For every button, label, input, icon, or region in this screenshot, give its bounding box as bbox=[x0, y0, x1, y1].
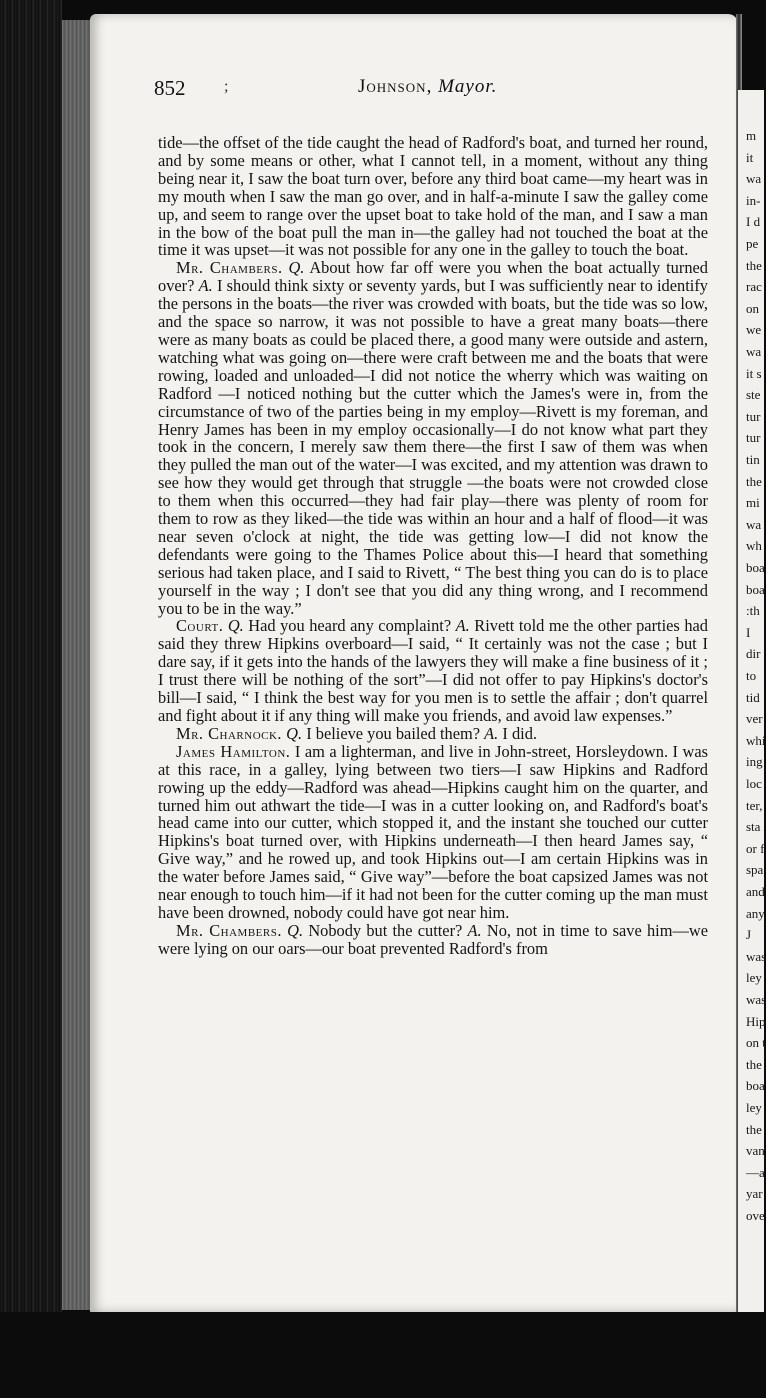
facing-page-fragment: tur bbox=[746, 430, 761, 446]
question-text: Had you heard any complaint? bbox=[248, 616, 452, 636]
facing-page-fragment: boa bbox=[746, 560, 765, 575]
paragraph bbox=[158, 743, 708, 922]
book-spine bbox=[0, 0, 62, 1398]
facing-page-fragment: wh bbox=[746, 538, 762, 554]
facing-page-fragment: was bbox=[746, 992, 766, 1007]
facing-page-fragment: spa bbox=[746, 862, 764, 878]
facing-page-fragment: —a bbox=[746, 1164, 765, 1180]
facing-page-fragment: was bbox=[746, 948, 766, 964]
facing-page-fragment: the bbox=[746, 1121, 762, 1137]
facing-page-fragment: on bbox=[746, 300, 759, 316]
facing-page-fragment: or f bbox=[746, 840, 765, 856]
page-edges bbox=[62, 20, 92, 1310]
book-page bbox=[90, 14, 738, 1312]
page-mark: ; bbox=[224, 78, 229, 95]
facing-page-fragment: wa bbox=[746, 516, 762, 532]
facing-page-fragment: tid bbox=[746, 689, 760, 705]
page-number: 852 bbox=[154, 76, 186, 100]
scan-border bbox=[0, 1312, 764, 1398]
facing-page-fragment: to bbox=[746, 668, 757, 683]
facing-page-fragment: van bbox=[746, 1143, 765, 1159]
running-title-office: Mayor. bbox=[438, 76, 498, 97]
paragraph-text: No, not in time to save him—we were lying on our oars—our boat prevented Radford's from bbox=[158, 920, 708, 958]
facing-page-fragment: tur bbox=[746, 408, 761, 424]
facing-page-fragment: ing bbox=[746, 754, 763, 770]
facing-page-fragment: I bbox=[746, 624, 751, 640]
facing-page-fragment: pe bbox=[746, 236, 759, 251]
facing-page-fragment: wa bbox=[746, 344, 762, 359]
question-label: Q. bbox=[288, 258, 305, 278]
question-text: About how far off were you when the boat actually turned over? bbox=[158, 258, 708, 296]
facing-page-fragment: m bbox=[746, 128, 757, 143]
facing-page-fragment: Hip bbox=[746, 1013, 766, 1029]
facing-page-fragment: the bbox=[746, 1056, 762, 1072]
paragraph-text: I should think sixty or seventy yards, but I was sufficiently near to identify the persons in the boats—the river was crowded with boats, but the tide was so low, and the space so narrow, it was not possible to have a great many boats—there were as many boats as could be placed there, a good many were outside and astern, watching what was going on—there were craft between me and the boats that were rowing, loaded and unloaded—I did not notice the wherry which was waiting on Radford —I noticed nothing but the cutter which the James's were in, from the circumstance of two of the parties being in my employ—Rivett is my foreman, and Henry James has been in my employ occasionally—I do not know what part they took in the concern, I merely saw them there—the first I saw of them was when they pulled the man out of the water—I was excited, and my attention was drawn to see how they would get through that struggle —the boats were not crowded close to them when this occurred—they had fair play—there was plenty of room for them to row as they liked—the tide was within an hour and a half of flood—it was near seven o'clock at night, the tide was getting low—I did not know the defendants were going to the Thames Police about this—I heard that something serious had taken place, and I said to Rivett, “ The best thing you can do is to place yourself in the way ; I don't see that you did any thing wrong, and I recommend you to be in the way.” bbox=[158, 276, 708, 618]
facing-page-fragment: rac bbox=[746, 279, 762, 295]
body-text bbox=[158, 134, 708, 958]
paragraph bbox=[158, 259, 708, 617]
question-text: Nobody but the cutter? bbox=[308, 920, 463, 940]
facing-page-fragment: boa bbox=[746, 1078, 765, 1094]
facing-page-fragment: and bbox=[746, 884, 765, 899]
facing-page-fragment: the bbox=[746, 473, 762, 489]
facing-page-fragment: J bbox=[746, 927, 752, 943]
facing-page-fragment: loc bbox=[746, 776, 762, 791]
question-label: Q. bbox=[287, 920, 304, 940]
facing-page-fragment: yar bbox=[746, 1186, 763, 1202]
speaker-name: Mr. Chambers. bbox=[176, 920, 282, 940]
answer-label: A. bbox=[484, 723, 499, 743]
facing-page-fragment: tin bbox=[746, 452, 760, 467]
facing-page-fragment: sta bbox=[746, 819, 761, 835]
facing-page-fragment: ste bbox=[746, 387, 761, 403]
facing-page-fragment: wa bbox=[746, 171, 762, 187]
facing-page-fragment: it s bbox=[746, 365, 762, 381]
answer-label: A. bbox=[467, 920, 482, 940]
running-head bbox=[90, 76, 738, 106]
facing-page-fragment: we bbox=[746, 322, 762, 338]
facing-page-fragment: ove bbox=[746, 1208, 765, 1223]
paragraph-text: tide—the offset of the tide caught the head of Radford's boat, and turned her round, and by some means or other, what I cannot tell, in a moment, without any thing being near it, I saw the boat turn over, before any third boat came—my heart was in my mouth when I saw the man go over, and in half-a-minute I saw the galley come up, and seem to range over the upset boat to take hold of the man, and I saw a man in the bow of the boat pull the man in—the galley had not touched the boat at the time it was upset—it was not possible for any one in the galley to touch the boat. bbox=[158, 133, 708, 260]
facing-page-fragment: ter, bbox=[746, 797, 763, 813]
question-label: Q. bbox=[227, 616, 244, 636]
facing-page-fragment: any bbox=[746, 905, 765, 921]
facing-page-fragment: ley bbox=[746, 970, 762, 986]
running-title bbox=[358, 76, 497, 98]
running-title-name: Johnson, bbox=[358, 76, 433, 97]
speaker-name: Mr. Chambers. bbox=[176, 258, 283, 278]
facing-page-fragment: in- bbox=[746, 192, 761, 208]
speaker-name: Mr. Charnock. bbox=[176, 723, 283, 743]
facing-page-fragment: dir bbox=[746, 646, 761, 662]
question-label: Q. bbox=[286, 723, 303, 743]
paragraph bbox=[158, 725, 708, 743]
speaker-name: Court. bbox=[176, 616, 224, 636]
facing-page-fragment: boa bbox=[746, 581, 765, 597]
facing-page-fragment: it bbox=[746, 149, 754, 165]
facing-page-fragment: the bbox=[746, 257, 762, 273]
facing-page-fragment: on t bbox=[746, 1035, 766, 1051]
paragraph bbox=[158, 922, 708, 958]
facing-page-fragment: ley bbox=[746, 1100, 762, 1115]
answer-label: A. bbox=[455, 616, 470, 636]
facing-page-fragment: mi bbox=[746, 495, 760, 511]
paragraph-text: I did. bbox=[502, 723, 537, 743]
facing-page-fragment: ver bbox=[746, 711, 763, 727]
paragraph-text: Rivett told me the other parties had said they threw Hipkins overboard—I said, “ It certainly was not the case ; but I dare say, if it gets into the hands of the lawyers they will make a fine business of it ; I trust there will be nothing of the sort”—I did not offer to pay Hipkins's doctor's bill—I said, “ I think the best way for you men is to settle the affair ; don't quarrel and fight about it if any thing will make you friends, and avoid law expenses.” bbox=[158, 616, 708, 725]
question-text: I believe you bailed them? bbox=[306, 723, 481, 743]
facing-page bbox=[738, 90, 764, 1320]
answer-label: A. bbox=[198, 276, 213, 296]
facing-page-fragment: whi bbox=[746, 732, 766, 748]
paragraph bbox=[158, 617, 708, 724]
paragraph-text: I am a lighterman, and live in John-street, Horsleydown. I was at this race, in a galley, lying between two tiers—I saw Hipkins and Radford rowing up the eddy—Radford was ahead—Hipkins caught him on the quarter, and turned him out athwart the tide—I was in a cutter looking on, and Radford's boat's head came into our cutter, which stopped it, and the instant she touched our cutter Hipkins's boat turned over, with Hipkins underneath—I then heard James say, “ Give way,” and he rowed up, and took Hipkins out—I am certain Hipkins was in the water before James said, “ Give way”—before the boat capsized James was not near enough to touch him—if it had not been for the cutter coming up the man must have been drowned, nobody could have got near him. bbox=[158, 741, 708, 922]
speaker-name: James Hamilton. bbox=[176, 741, 291, 761]
paragraph bbox=[158, 134, 708, 259]
facing-page-fragment: :th bbox=[746, 603, 760, 619]
facing-page-fragment: I d bbox=[746, 214, 761, 230]
